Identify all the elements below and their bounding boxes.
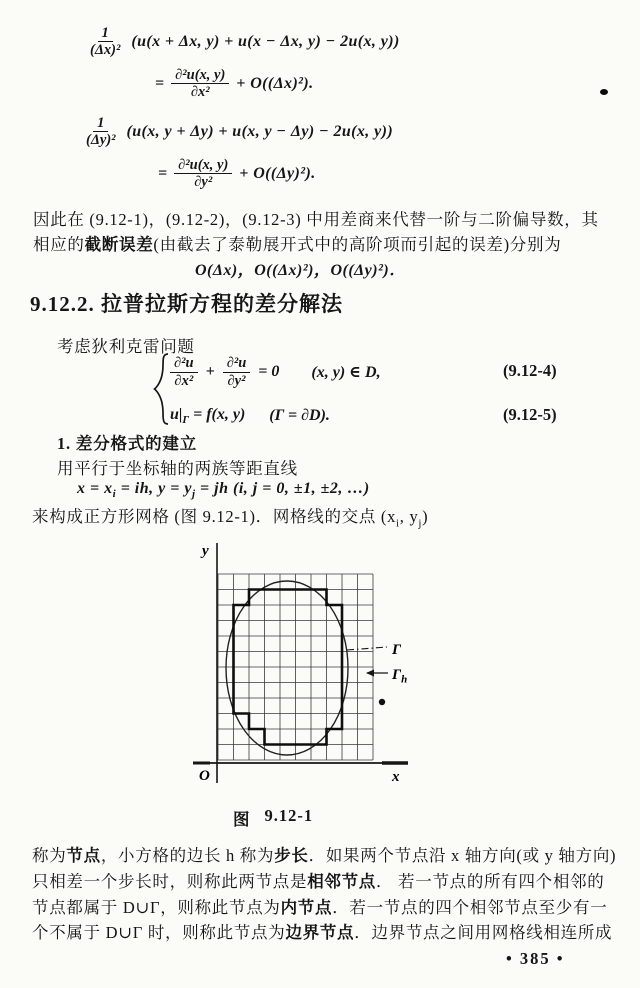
text-run: 称为: [32, 846, 67, 865]
text-run: 考虑狄利克雷问题: [57, 337, 195, 356]
formula-second-diff-y: [82, 115, 393, 148]
subscript-j: j: [418, 517, 423, 530]
origin-label: O: [199, 768, 210, 784]
fraction-denominator: ∂x²: [174, 372, 194, 389]
fraction: [82, 115, 120, 148]
subsection-title: 差分格式的建立: [75, 434, 198, 453]
subsection-heading: [57, 430, 197, 454]
text-run: ): [422, 507, 429, 526]
gamma-subscript: Γ: [182, 414, 190, 427]
error-orders-line: [195, 257, 406, 280]
fraction-denominator: ∂x²: [190, 84, 210, 101]
text-run: 来构成正方形网格 (图 9.12-1)．网格线的交点 (x: [32, 507, 397, 526]
text-run: ．如果两个节点沿 x 轴方向(或 y 轴方向): [308, 846, 617, 865]
tag-text: (9.12-5): [503, 405, 557, 424]
fraction-numerator: ∂²u(x, y): [171, 67, 229, 84]
equals-zero: = 0: [258, 363, 280, 380]
text-run: = jh (i, j = 0, ±1, ±2, …): [195, 480, 370, 497]
text-run: ． 若一节点的所有四个相邻的: [376, 872, 605, 891]
equals-sign: =: [158, 164, 168, 182]
fraction-numerator: ∂²u: [170, 355, 198, 372]
page-number: [506, 949, 565, 969]
gamma-definition: (Γ = ∂D).: [269, 407, 330, 425]
fraction-denominator: (Δx)²: [90, 42, 121, 59]
section-heading-text: 9.12.2. 拉普拉斯方程的差分解法: [30, 292, 343, 316]
gamma-leader-line: [347, 647, 387, 650]
laplace-equation-row: [170, 350, 510, 394]
gamma-h-sub: h: [401, 673, 408, 686]
boundary-condition-row: [170, 406, 510, 426]
tag-text: (9.12-4): [503, 361, 557, 380]
text-run: 相应的: [33, 235, 85, 254]
fraction-denominator: ∂y²: [194, 174, 213, 191]
text-run: 个不属于 D∪Γ 时，则称此节点为: [32, 923, 286, 942]
formula-body: (u(x, y + Δy) + u(x, y − Δy) − 2u(x, y)): [126, 122, 394, 140]
bold-term-node: 节点: [66, 846, 101, 865]
fraction: [171, 67, 229, 100]
bottom-paragraph-line2: [32, 868, 604, 892]
equation-tag-9-12-4: [503, 361, 557, 381]
grid-domain-diagram: [150, 538, 502, 802]
bold-term-step: 步长: [274, 846, 309, 865]
text-run: (由截去了泰勒展开式中的高阶项而引起的误差)分别为: [153, 235, 562, 254]
gamma-h-label: [391, 667, 407, 686]
equation-tag-9-12-5: [503, 405, 557, 425]
fraction-numerator: 1: [93, 115, 108, 132]
domain-condition: (x, y) ∈ D,: [311, 364, 381, 381]
bold-term-interior-node: 内节点: [280, 898, 333, 917]
text-run: ，小方格的边长 h 称为: [100, 846, 275, 865]
u-restricted: u|: [170, 406, 183, 423]
text-run: ．边界节点之间用网格线相连所成: [354, 923, 613, 942]
fraction-numerator: ∂²u: [223, 355, 251, 372]
formula-second-diff-x: [86, 25, 400, 58]
text-run: O(Δx)，O((Δx)²)，O((Δy)²)．: [195, 262, 406, 279]
subscript-i: i: [396, 517, 400, 530]
text-run: x = x: [77, 480, 113, 497]
figure-9-12-1: [150, 538, 502, 802]
subscript-i: i: [112, 488, 117, 501]
formula-second-partial-y: [158, 157, 316, 190]
big-o-term: + O((Δy)²).: [239, 164, 316, 182]
bold-term-adjacent-nodes: 相邻节点: [307, 872, 377, 891]
paragraph-truncation-line2: [33, 231, 561, 255]
page-number-text: • 385 •: [506, 949, 565, 968]
fraction: [223, 355, 251, 388]
boundary-expression: [170, 406, 245, 426]
bottom-paragraph-line3: [32, 894, 607, 918]
gamma-h-arrowhead: [366, 670, 374, 677]
text-run: = f(x, y): [189, 406, 246, 423]
figure-caption: [233, 806, 313, 830]
text-run: 节点都属于 D∪Γ，则称此节点为: [32, 898, 281, 917]
text-run: 只相差一个步长时，则称此两节点是: [32, 872, 308, 891]
section-heading: [30, 288, 343, 318]
text-run: ．若一节点的四个相邻节点至少有一: [332, 898, 608, 917]
text-run: = ih, y = y: [116, 480, 192, 497]
formula-second-partial-x: [155, 67, 314, 100]
gamma-label: Γ: [392, 642, 402, 658]
y-axis-label: y: [202, 543, 209, 559]
left-curly-brace: [152, 352, 172, 426]
text-run: 用平行于坐标轴的两族等距直线: [57, 459, 298, 478]
fraction-denominator: (Δy)²: [86, 132, 116, 149]
bottom-paragraph-line4: [32, 919, 612, 943]
fraction-numerator: 1: [98, 25, 113, 42]
bold-term-truncation-error: 截断误差: [84, 235, 154, 254]
subscript-j: j: [191, 488, 196, 501]
plus-sign: +: [205, 363, 215, 380]
grid-follow-line: [32, 503, 428, 529]
fraction: [170, 355, 198, 388]
gamma-h-base: Γ: [392, 667, 402, 683]
text-run: 因此在 (9.12-1)，(9.12-2)，(9.12-3) 中用差商来代替一阶与二阶偏导数，其: [33, 210, 599, 229]
formula-body: (u(x + Δx, y) + u(x − Δx, y) − 2u(x, y)): [131, 32, 400, 50]
scan-artifact-dot: [600, 89, 608, 95]
node-dot: [379, 699, 385, 705]
subsection-number: 1.: [57, 434, 71, 453]
grid-lines-equation: [77, 480, 370, 500]
subsection-lead-line: [57, 455, 298, 479]
caption-prefix: 图: [233, 810, 251, 829]
equals-sign: =: [155, 74, 165, 92]
bottom-paragraph-line1: [32, 842, 616, 866]
big-o-term: + O((Δx)²).: [236, 74, 314, 92]
text-run: , y: [399, 507, 419, 526]
fraction: [174, 157, 232, 190]
equation-system: [170, 350, 510, 426]
grid-lines: [218, 574, 373, 760]
fraction-denominator: ∂y²: [227, 372, 246, 389]
caption-number: 9.12-1: [264, 806, 314, 825]
fraction-numerator: ∂²u(x, y): [174, 157, 232, 174]
bold-term-boundary-node: 边界节点: [285, 923, 355, 942]
fraction: [86, 25, 124, 58]
x-axis-label: x: [392, 769, 400, 785]
paragraph-truncation-line1: [33, 206, 599, 230]
